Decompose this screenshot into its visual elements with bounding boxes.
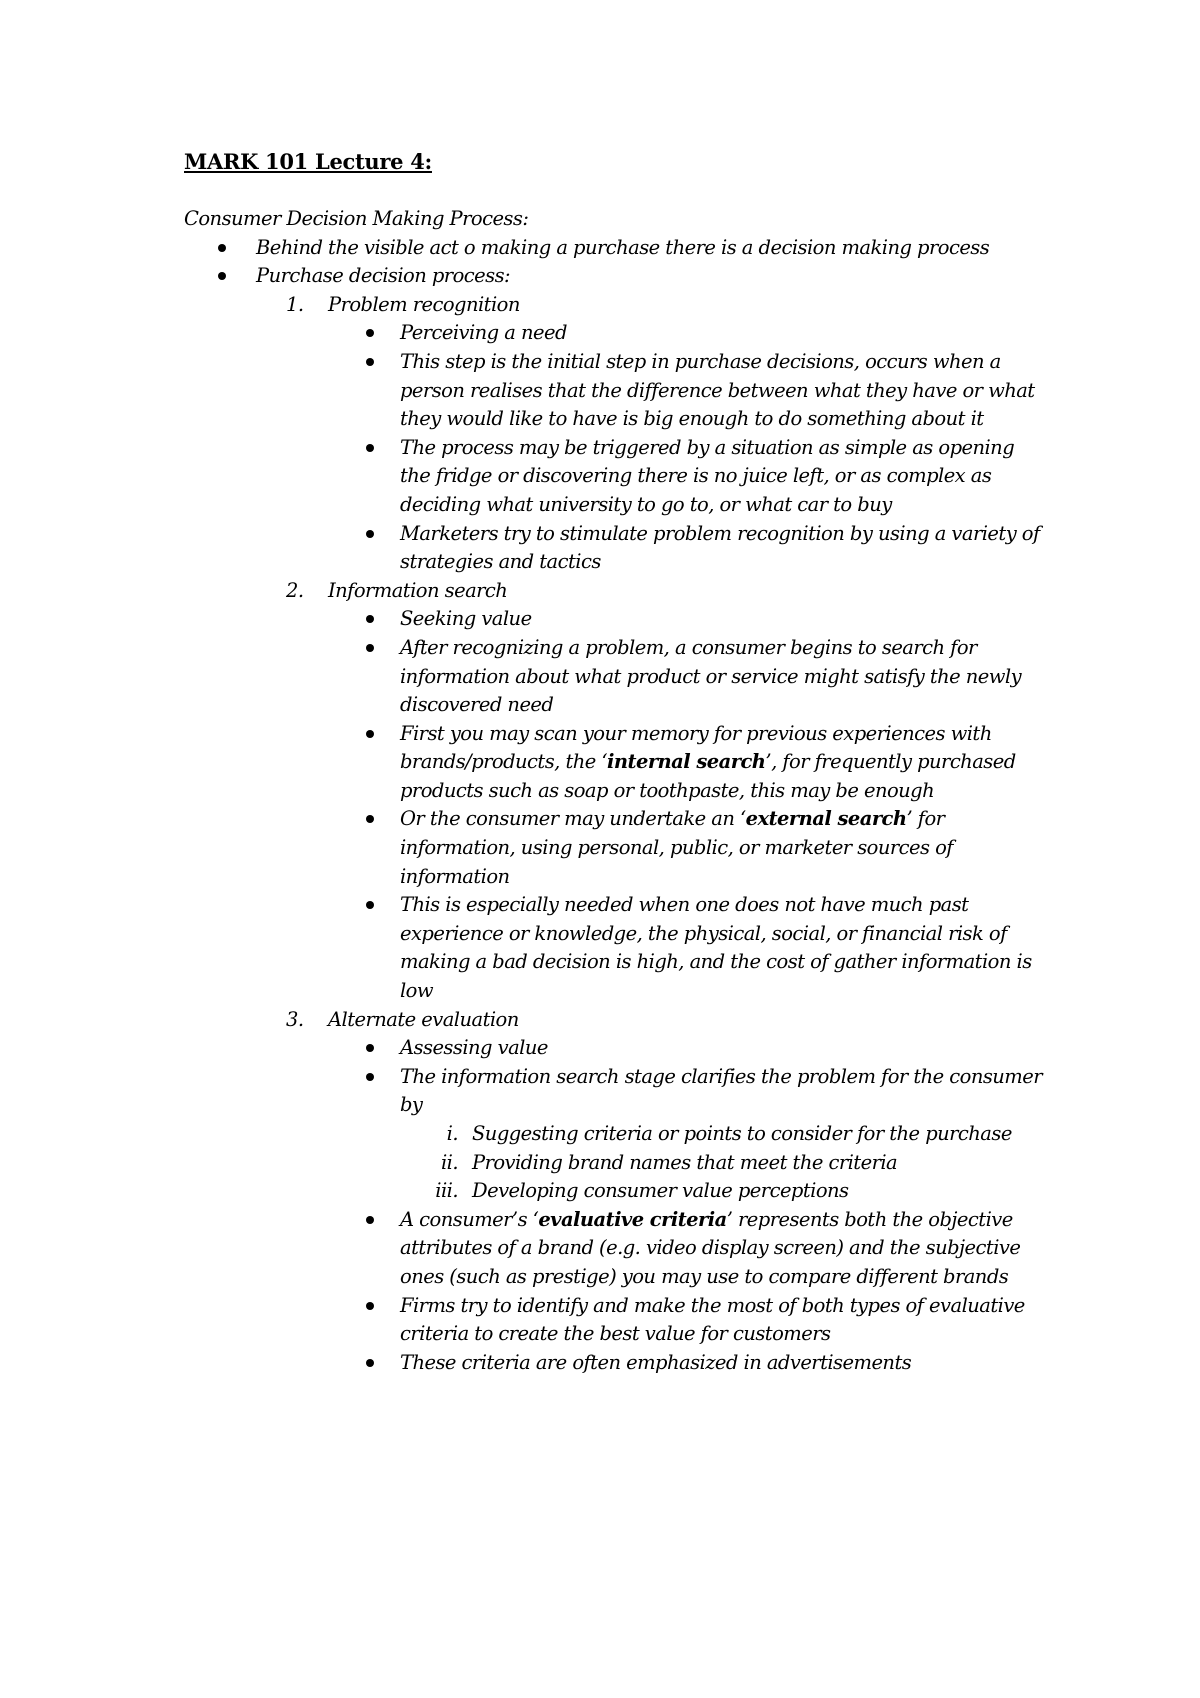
roman-numeral: iii. (435, 1179, 458, 1203)
bullet-icon (218, 272, 226, 280)
bullet-icon (366, 815, 374, 823)
list-item (184, 605, 1044, 634)
list-item (184, 520, 1044, 577)
bullet-text: Perceiving a need (400, 321, 567, 345)
roman-item (184, 1120, 1044, 1149)
text-segment: A consumer’s ‘ (400, 1207, 539, 1231)
list-item (184, 348, 1044, 434)
bullet-icon (366, 1302, 374, 1310)
list-item (184, 1063, 1044, 1206)
list-item (184, 1206, 1044, 1292)
roman-numeral: ii. (440, 1150, 458, 1174)
bullet-text: After recognizing a problem, a consumer begins to search for information about what product or service might satisfy the newly discovered need (400, 635, 1022, 717)
text-segment: ’ represents both the objective attributes of a brand (e.g. video display screen) and the subjective ones (such as prestige) you may use to compare different brands (400, 1207, 1021, 1288)
step-item (184, 577, 1044, 1006)
bullet-icon (366, 1073, 374, 1081)
text-segment: First you may scan your memory for previous experiences with brands/products, the ‘ (400, 721, 992, 774)
list-item (184, 1292, 1044, 1349)
step-number: 1. (286, 292, 304, 316)
external-search-term: external search (745, 807, 907, 831)
bullet-icon (366, 644, 374, 652)
bullet-icon (366, 901, 374, 909)
lecture-title: MARK 101 Lecture 4: (184, 149, 432, 174)
text-segment: ’ for information, using personal, public, or marketer sources of information (400, 807, 953, 888)
step-item (184, 291, 1044, 577)
internal-search-term: internal search (607, 750, 766, 774)
bullet-text: Marketers try to stimulate problem recognition by using a variety of strategies and tactics (400, 521, 1040, 574)
bullet-text: Assessing value (400, 1036, 548, 1060)
list-item (184, 805, 1044, 891)
bullet-icon (366, 730, 374, 738)
list-item (184, 434, 1044, 520)
roman-numeral: i. (446, 1122, 458, 1145)
list-item (184, 1349, 1044, 1378)
step-bullets (328, 605, 1044, 1005)
list-item (184, 720, 1044, 806)
bullet-text: Behind the visible act o making a purchase there is a decision making process (256, 235, 990, 259)
step-label: Alternate evaluation (328, 1007, 519, 1031)
roman-text: Developing consumer value perceptions (472, 1179, 849, 1203)
list-item (184, 234, 1044, 263)
bullet-text: The process may be triggered by a situation as simple as opening the fridge or discovering there is no juice left, or as complex as deciding what university to go to, or what car to buy (400, 435, 1015, 516)
bullet-icon (218, 244, 226, 252)
roman-list (400, 1120, 1044, 1206)
bullet-icon (366, 1216, 374, 1224)
bullet-icon (366, 444, 374, 452)
roman-text: Suggesting criteria or points to consider for the purchase (472, 1122, 1012, 1145)
step-item (184, 1006, 1044, 1378)
bullet-icon (366, 329, 374, 337)
bullet-text (400, 722, 1016, 802)
step-label: Problem recognition (328, 292, 520, 316)
section-heading: Consumer Decision Making Process: (184, 207, 529, 230)
bullet-text: Purchase decision process: (256, 264, 511, 288)
list-item (184, 319, 1044, 348)
bullet-text: The information search stage clarifies the problem for the consumer by (400, 1064, 1042, 1117)
evaluative-criteria-term: evaluative criteria (538, 1207, 727, 1231)
bullet-text: These criteria are often emphasized in advertisements (400, 1350, 912, 1374)
bullet-text (400, 807, 953, 887)
step-bullets (328, 319, 1044, 576)
step-number: 3. (286, 1007, 304, 1031)
bullet-icon (366, 358, 374, 366)
step-list (256, 291, 1044, 1378)
bullet-icon (366, 615, 374, 623)
list-item (184, 634, 1044, 720)
list-item (184, 891, 1044, 1005)
bullet-icon (366, 530, 374, 538)
roman-item (184, 1149, 1044, 1178)
roman-text: Providing brand names that meet the criteria (472, 1150, 898, 1174)
bullet-text: Seeking value (400, 607, 532, 631)
bullet-text (400, 1208, 1020, 1288)
step-label: Information search (328, 578, 508, 602)
bullet-icon (366, 1044, 374, 1052)
step-bullets (328, 1034, 1044, 1377)
top-bullet-list (184, 234, 1044, 1378)
bullet-text: This step is the initial step in purchase decisions, occurs when a person realises that the difference between what they have or what they would like to have is big enough to do something about it (400, 349, 1035, 431)
list-item (184, 262, 1044, 1377)
bullet-text: This is especially needed when one does not have much past experience or knowledge, the physical, social, or financial risk of making a bad decision is high, and the cost of gather information is low (400, 893, 1032, 1003)
list-item (184, 1034, 1044, 1063)
bullet-icon (366, 1359, 374, 1367)
roman-item (184, 1177, 1044, 1206)
step-number: 2. (286, 578, 304, 602)
text-segment: Or the consumer may undertake an ‘ (400, 807, 746, 831)
bullet-text: Firms try to identify and make the most of both types of evaluative criteria to create the best value for customers (400, 1293, 1025, 1346)
lecture-notes (184, 205, 1044, 1377)
text-segment: ’, for frequently purchased products such as soap or toothpaste, this may be enough (400, 750, 1016, 802)
